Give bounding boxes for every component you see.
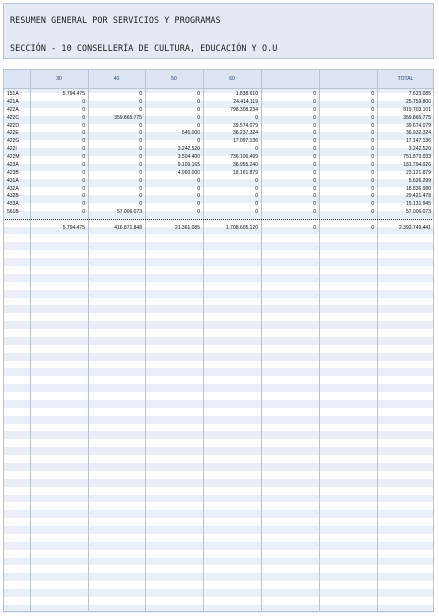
table-cell: 0 bbox=[82, 106, 85, 113]
table-cell: 0 bbox=[313, 169, 316, 176]
program-code: 422M bbox=[7, 154, 20, 161]
table-cell: 0 bbox=[371, 98, 374, 105]
table-cell: 0 bbox=[313, 122, 316, 129]
table-cell: 17.147.136 bbox=[405, 138, 431, 145]
table-cell: 0 bbox=[313, 98, 316, 105]
table-cell: 0 bbox=[139, 177, 142, 184]
column-header: 60 bbox=[229, 76, 235, 82]
table-cell: 0 bbox=[371, 169, 374, 176]
section-title: SECCIÓN - 10 CONSELLERÍA DE CULTURA, EDUCACIÓN Y O.U bbox=[10, 43, 278, 53]
table-cell: 23.121.879 bbox=[405, 169, 431, 176]
table-cell: 0 bbox=[82, 193, 85, 200]
table-cell: 0 bbox=[313, 161, 316, 168]
table-cell: 0 bbox=[197, 106, 200, 113]
table-cell: 0 bbox=[371, 185, 374, 192]
table-cell: 0 bbox=[313, 154, 316, 161]
table-cell: 0 bbox=[313, 138, 316, 145]
table-cell: 0 bbox=[197, 138, 200, 145]
table-cell: 0 bbox=[82, 122, 85, 129]
table-cell: 545.000 bbox=[181, 130, 200, 137]
table-cell: 0 bbox=[371, 106, 374, 113]
table-cell: 751.873.033 bbox=[403, 154, 431, 161]
table-cell: 0 bbox=[139, 154, 142, 161]
table-cell: 0 bbox=[197, 114, 200, 121]
table-cell: 0 bbox=[197, 122, 200, 129]
table-cell: 25.759.800 bbox=[405, 98, 431, 105]
program-code: 422C bbox=[7, 114, 19, 121]
total-cell: 1.708.605.120 bbox=[226, 225, 258, 232]
table-cell: 0 bbox=[139, 161, 142, 168]
table-cell: 0 bbox=[197, 209, 200, 216]
table-cell: 0 bbox=[139, 130, 142, 137]
table-cell: 0 bbox=[255, 193, 258, 200]
table-cell: 0 bbox=[371, 161, 374, 168]
program-code: 422D bbox=[7, 122, 19, 129]
table-cell: 29.421.478 bbox=[405, 193, 431, 200]
program-code: 423A bbox=[7, 161, 19, 168]
program-code: 423B bbox=[7, 169, 19, 176]
table-cell: 4.960.000 bbox=[177, 169, 200, 176]
table-cell: 0 bbox=[139, 193, 142, 200]
column-header: TOTAL bbox=[397, 76, 414, 82]
table-cell: 5.626.299 bbox=[408, 177, 431, 184]
table-cell: 0 bbox=[197, 193, 200, 200]
column-header: 50 bbox=[171, 76, 177, 82]
table-cell: 0 bbox=[197, 98, 200, 105]
total-cell: 0 bbox=[313, 225, 316, 232]
table-cell: 0 bbox=[313, 114, 316, 121]
table-cell: 0 bbox=[313, 106, 316, 113]
table-cell: 0 bbox=[139, 98, 142, 105]
total-cell: 5.794.475 bbox=[62, 225, 85, 232]
table-cell: 0 bbox=[139, 91, 142, 97]
table-cell: 0 bbox=[313, 146, 316, 153]
table-cell: 0 bbox=[82, 177, 85, 184]
table-cell: 0 bbox=[371, 154, 374, 161]
program-code: 432B bbox=[7, 193, 19, 200]
program-code: 422I bbox=[7, 146, 17, 153]
table-cell: 3.242.520 bbox=[177, 146, 200, 153]
table-cell: 0 bbox=[139, 201, 142, 208]
table-cell: 0 bbox=[371, 138, 374, 145]
table-cell: 359.865.775 bbox=[403, 114, 431, 121]
table-cell: 0 bbox=[82, 130, 85, 137]
total-cell: 416.871.848 bbox=[114, 225, 142, 232]
table-cell: 0 bbox=[313, 130, 316, 137]
table-cell: 57.006.073 bbox=[116, 209, 142, 216]
table-cell: 5.794.475 bbox=[62, 91, 85, 97]
table-cell: 0 bbox=[313, 193, 316, 200]
table-cell: 0 bbox=[313, 201, 316, 208]
table-cell: 0 bbox=[197, 185, 200, 192]
program-code: 422E bbox=[7, 130, 19, 137]
table-cell: 181.794.926 bbox=[403, 161, 431, 168]
table-cell: 0 bbox=[82, 185, 85, 192]
table-cell: 0 bbox=[139, 122, 142, 129]
table-cell: 0 bbox=[255, 177, 258, 184]
table-cell: 0 bbox=[371, 193, 374, 200]
table-cell: 0 bbox=[371, 130, 374, 137]
total-cell: 21.361.085 bbox=[174, 225, 200, 232]
table-cell: 0 bbox=[255, 114, 258, 121]
table-cell: 36.237.324 bbox=[232, 130, 258, 137]
table-cell: 57.006.073 bbox=[405, 209, 431, 216]
table-cell: 0 bbox=[82, 161, 85, 168]
table-cell: 0 bbox=[139, 169, 142, 176]
table-cell: 0 bbox=[82, 146, 85, 153]
table-cell: 0 bbox=[371, 122, 374, 129]
table-cell: 3.504.400 bbox=[177, 154, 200, 161]
report-title: RESUMEN GENERAL POR SERVICIOS Y PROGRAMAS bbox=[10, 15, 221, 25]
table-cell: 736.106.499 bbox=[230, 154, 258, 161]
table-cell: 0 bbox=[255, 201, 258, 208]
table-cell: 0 bbox=[139, 185, 142, 192]
table-cell: 0 bbox=[82, 138, 85, 145]
table-cell: 0 bbox=[371, 114, 374, 121]
table-cell: 0 bbox=[255, 209, 258, 216]
table-cell: 0 bbox=[197, 91, 200, 97]
summary-table bbox=[3, 69, 434, 612]
table-cell: 18.161.879 bbox=[232, 169, 258, 176]
table-cell: 36.932.324 bbox=[405, 130, 431, 137]
table-cell: 36.955.240 bbox=[232, 161, 258, 168]
column-header: 40 bbox=[113, 76, 120, 82]
table-cell: 359.865.775 bbox=[114, 114, 142, 121]
table-cell: 0 bbox=[371, 146, 374, 153]
table-cell: 0 bbox=[313, 177, 316, 184]
table-cell: 0 bbox=[313, 185, 316, 192]
total-cell: 2.392.749.441 bbox=[399, 225, 431, 232]
program-code: 151A bbox=[7, 91, 19, 97]
total-cell: 0 bbox=[371, 225, 374, 232]
table-cell: 0 bbox=[82, 169, 85, 176]
table-cell: 0 bbox=[313, 91, 316, 97]
table-cell: 0 bbox=[139, 138, 142, 145]
table-cell: 39.574.079 bbox=[232, 122, 258, 129]
program-code: 432A bbox=[7, 185, 19, 192]
table-cell: 0 bbox=[82, 98, 85, 105]
table-cell: 7.623.085 bbox=[408, 91, 431, 97]
totals-separator bbox=[5, 219, 432, 220]
table-cell: 0 bbox=[197, 201, 200, 208]
program-code: 561B bbox=[7, 209, 19, 216]
table-cell: 0 bbox=[82, 209, 85, 216]
table-cell: 798.308.234 bbox=[230, 106, 258, 113]
program-code: 422G bbox=[7, 138, 20, 145]
table-cell: 0 bbox=[82, 201, 85, 208]
table-cell: 18.836.980 bbox=[405, 185, 431, 192]
table-cell: 39.674.079 bbox=[405, 122, 431, 129]
table-cell: 0 bbox=[82, 114, 85, 121]
table-cell: 0 bbox=[255, 185, 258, 192]
table-cell: 3.242.520 bbox=[408, 146, 431, 153]
table-cell: 0 bbox=[82, 154, 85, 161]
program-code: 431A bbox=[7, 177, 19, 184]
table-cell: 0 bbox=[255, 146, 258, 153]
table-cell: 0 bbox=[371, 91, 374, 97]
table-cell: 819.703.101 bbox=[403, 106, 431, 113]
table-cell: 0 bbox=[371, 201, 374, 208]
table-cell: 0 bbox=[371, 209, 374, 216]
report-header bbox=[3, 3, 434, 59]
table-cell: 17.097.136 bbox=[232, 138, 258, 145]
program-code: 421A bbox=[7, 98, 19, 105]
column-header: 30 bbox=[56, 76, 62, 82]
program-code: 433A bbox=[7, 201, 19, 208]
table-cell: 0 bbox=[371, 177, 374, 184]
table-cell: 15.131.945 bbox=[405, 201, 431, 208]
table-cell: 0 bbox=[197, 177, 200, 184]
table-cell: 0 bbox=[313, 209, 316, 216]
table-cell: 0 bbox=[139, 106, 142, 113]
program-code: 422A bbox=[7, 106, 19, 113]
table-cell: 9.109.165 bbox=[177, 161, 200, 168]
table-cell: 1.838.610 bbox=[235, 91, 258, 97]
table-cell: 24.414.119 bbox=[233, 98, 258, 105]
table-cell: 0 bbox=[139, 146, 142, 153]
